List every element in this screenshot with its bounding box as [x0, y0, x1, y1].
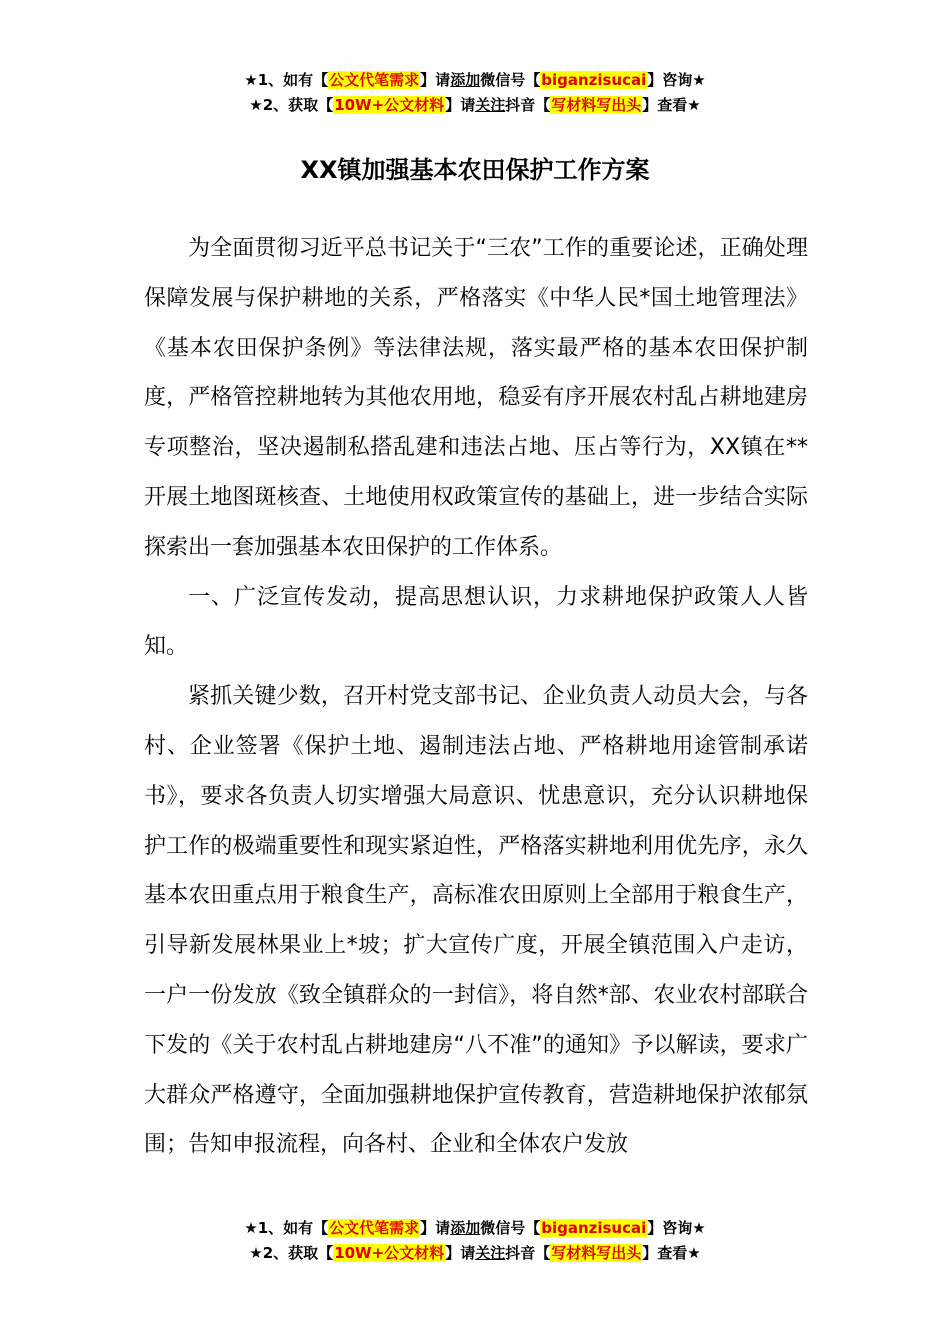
- paragraph-intro: 为全面贯彻习近平总书记关于“三农”工作的重要论述，正确处理保障发展与保护耕地的关系，严格落实《中华人民*国土地管理法》《基本农田保护条例》等法律法规，落实最严格的基本农田保护制度，严格管控耕地转为其他农用地，稳妥有序开展农村乱占耕地建房专项整治，坚决遏制私搭乱建和违法占地、压占等行为，XX镇在**开展土地图斑核查、土地使用权政策宣传的基础上，进一步结合实际探索出一套加强基本农田保护的工作体系。: [144, 236, 808, 560]
- header-line-1: [0, 68, 950, 93]
- header-line-1-suffix: 】咨询★: [647, 71, 706, 89]
- footer-banner: [0, 1216, 950, 1266]
- footer-underline-add: 添加: [450, 1219, 481, 1237]
- page-title: XX镇加强基本农田保护工作方案: [300, 156, 650, 184]
- footer-highlight-materials: 10W+公文材料: [334, 1244, 445, 1262]
- header-line-2-mid2: 抖音【: [505, 96, 551, 114]
- footer-highlight-douyin-account: 写材料写出头: [551, 1244, 642, 1262]
- footer-line-1-prefix: ★1、如有【: [244, 1219, 329, 1237]
- header-line-1-mid2: 微信号【: [480, 71, 541, 89]
- footer-line-2-mid2: 抖音【: [505, 1244, 551, 1262]
- header-highlight-wechat-id: biganzisucai: [541, 71, 647, 89]
- footer-line-1-mid2: 微信号【: [480, 1219, 541, 1237]
- header-highlight-ghostwriting: 公文代笔需求: [329, 71, 420, 89]
- header-highlight-douyin-account: 写材料写出头: [551, 96, 642, 114]
- footer-line-1: [0, 1216, 950, 1241]
- footer-line-2-mid: 】请: [445, 1244, 476, 1262]
- document-body: [144, 224, 808, 1170]
- header-underline-follow: 关注: [475, 96, 506, 114]
- footer-line-1-suffix: 】咨询★: [647, 1219, 706, 1237]
- header-line-1-mid: 】请: [420, 71, 451, 89]
- paragraph-section-1-body: 紧抓关键少数，召开村党支部书记、企业负责人动员大会，与各村、企业签署《保护土地、遏制违法占地、严格耕地用途管制承诺书》，要求各负责人切实增强大局意识、忧患意识，充分认识耕地保护工作的极端重要性和现实紧迫性，严格落实耕地利用优先序，永久基本农田重点用于粮食生产，高标准农田原则上全部用于粮食生产，引导新发展林果业上*坡；扩大宣传广度，开展全镇范围入户走访，一户一份发放《致全镇群众的一封信》，将自然*部、农业农村部联合下发的《关于农村乱占耕地建房“八不准”的通知》予以解读，要求广大群众严格遵守，全面加强耕地保护宣传教育，营造耕地保护浓郁氛围；告知申报流程，向各村、企业和全体农户发放: [144, 684, 808, 1158]
- footer-line-2: [0, 1241, 950, 1266]
- header-line-2-mid: 】请: [445, 96, 476, 114]
- header-banner: [0, 68, 950, 118]
- footer-line-1-mid: 】请: [420, 1219, 451, 1237]
- header-underline-add: 添加: [450, 71, 481, 89]
- footer-line-2-prefix: ★2、获取【: [249, 1244, 334, 1262]
- header-line-2-suffix: 】查看★: [642, 96, 701, 114]
- header-highlight-materials: 10W+公文材料: [334, 96, 445, 114]
- footer-line-2-suffix: 】查看★: [642, 1244, 701, 1262]
- paragraph-section-heading-1: 一、广泛宣传发动，提高思想认识，力求耕地保护政策人人皆知。: [144, 584, 808, 660]
- header-line-1-prefix: ★1、如有【: [244, 71, 329, 89]
- header-line-2: [0, 93, 950, 118]
- footer-highlight-ghostwriting: 公文代笔需求: [329, 1219, 420, 1237]
- footer-underline-follow: 关注: [475, 1244, 506, 1262]
- header-line-2-prefix: ★2、获取【: [249, 96, 334, 114]
- footer-highlight-wechat-id: biganzisucai: [541, 1219, 647, 1237]
